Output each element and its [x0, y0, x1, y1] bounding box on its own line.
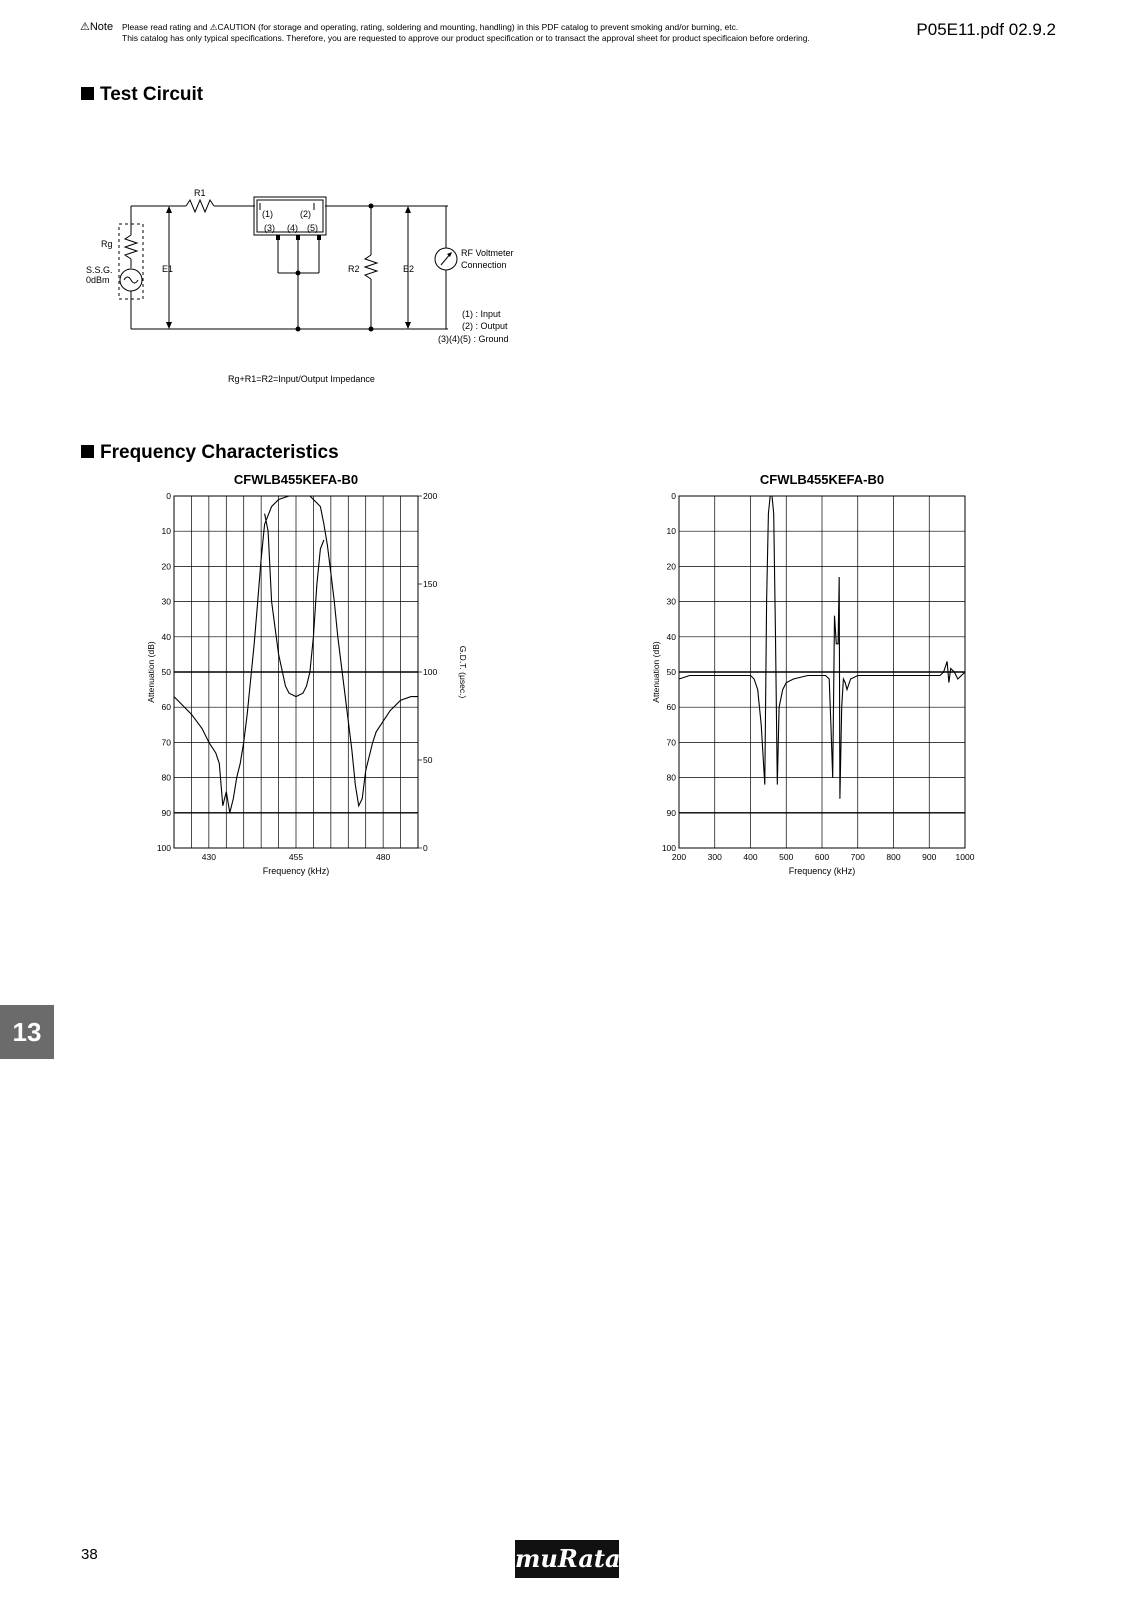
y2-tick-label: 100	[423, 667, 438, 677]
legend-ground: (3)(4)(5) : Ground	[438, 334, 509, 344]
label-pin2: (2)	[300, 209, 311, 219]
y-tick-label: 30	[161, 596, 171, 607]
label-pin3: (3)	[264, 223, 275, 233]
document-id: P05E11.pdf 02.9.2	[916, 20, 1056, 39]
x-tick-label: 1000	[955, 852, 975, 862]
x-tick-label: 400	[743, 852, 758, 862]
legend-input: (1) : Input	[462, 309, 501, 319]
y-tick-label: 0	[671, 491, 676, 501]
y-tick-label: 100	[661, 843, 676, 853]
y2-tick-label: 0	[423, 843, 428, 853]
page-number: 38	[81, 1546, 98, 1563]
y-tick-label: 40	[161, 631, 171, 642]
y-tick-label: 80	[666, 772, 676, 783]
test-circuit-heading: Test Circuit	[81, 84, 203, 106]
gdt-curve	[265, 514, 324, 697]
y-tick-label: 70	[666, 737, 676, 748]
x-tick-label: 300	[707, 852, 722, 862]
y-tick-label: 40	[666, 631, 676, 642]
label-rg: Rg	[101, 239, 113, 249]
label-ssg: S.S.G.	[86, 265, 113, 275]
legend-output: (2) : Output	[462, 321, 508, 331]
x-axis-label: Frequency (kHz)	[262, 866, 330, 876]
x-tick-label: 900	[922, 852, 937, 862]
square-bullet-icon	[81, 445, 94, 458]
x-axis-label: Frequency (kHz)	[788, 866, 856, 876]
x-tick-label: 600	[814, 852, 830, 862]
y2-tick-label: 50	[423, 755, 433, 765]
y-axis-label: Attenuation (dB)	[146, 641, 156, 703]
y-axis-label: Attenuation (dB)	[651, 641, 661, 703]
label-0dbm: 0dBm	[86, 275, 110, 285]
chart-title: CFWLB455KEFA-B0	[759, 472, 885, 487]
y-tick-label: 50	[161, 667, 171, 677]
y-tick-label: 20	[161, 561, 171, 572]
section-tab: 13	[0, 1005, 54, 1059]
y-tick-label: 0	[166, 491, 171, 501]
label-rf-voltmeter: RF Voltmeter	[461, 248, 514, 258]
y-tick-label: 60	[161, 702, 171, 713]
y-tick-label: 90	[161, 807, 171, 818]
y2-tick-label: 150	[423, 579, 438, 589]
label-pin4: (4)	[287, 223, 298, 233]
impedance-formula: Rg+R1=R2=Input/Output Impedance	[228, 374, 375, 384]
y-tick-label: 100	[156, 843, 171, 853]
x-tick-label: 455	[288, 852, 304, 862]
frequency-characteristics-heading: Frequency Characteristics	[81, 442, 339, 464]
y-tick-label: 80	[161, 772, 171, 783]
label-r2: R2	[348, 264, 360, 274]
y2-axis-label: G.D.T. (μsec.)	[458, 645, 468, 699]
label-pin1: (1)	[262, 209, 273, 219]
y-tick-label: 20	[666, 561, 676, 572]
label-connection: Connection	[461, 260, 507, 270]
x-tick-label: 200	[671, 852, 687, 862]
note-label: ⚠Note	[80, 21, 114, 33]
x-tick-label: 500	[779, 852, 794, 862]
label-e1: E1	[162, 264, 174, 274]
note-line-2: This catalog has only typical specifications. Therefore, you are requested to approve our product specification or to transact the approval sheet for product specificaion before ordering.	[122, 33, 810, 43]
square-bullet-icon	[81, 87, 94, 100]
x-tick-label: 700	[850, 852, 865, 862]
y-tick-label: 10	[161, 526, 171, 537]
x-tick-label: 430	[201, 852, 216, 862]
test-circuit-diagram	[60, 180, 540, 390]
x-tick-label: 800	[886, 852, 901, 862]
y-tick-label: 50	[666, 667, 676, 677]
label-r1: R1	[194, 188, 206, 198]
label-pin5: (5)	[307, 223, 318, 233]
chart-narrowband	[140, 470, 480, 890]
chart-title: CFWLB455KEFA-B0	[233, 472, 359, 487]
label-e2: E2	[403, 264, 415, 274]
chart-wideband	[645, 470, 1005, 890]
y2-tick-label: 200	[423, 491, 438, 501]
murata-logo: muRata	[515, 1540, 619, 1578]
y-tick-label: 90	[666, 807, 676, 818]
y-tick-label: 60	[666, 702, 676, 713]
y-tick-label: 10	[666, 526, 676, 537]
y-tick-label: 70	[161, 737, 171, 748]
x-tick-label: 480	[376, 852, 391, 862]
y-tick-label: 30	[666, 596, 676, 607]
note-line-1: Please read rating and ⚠CAUTION (for storage and operating, rating, soldering and mounting, handling) in this PDF catalog to prevent smoking and/or burning, etc.	[122, 22, 739, 32]
